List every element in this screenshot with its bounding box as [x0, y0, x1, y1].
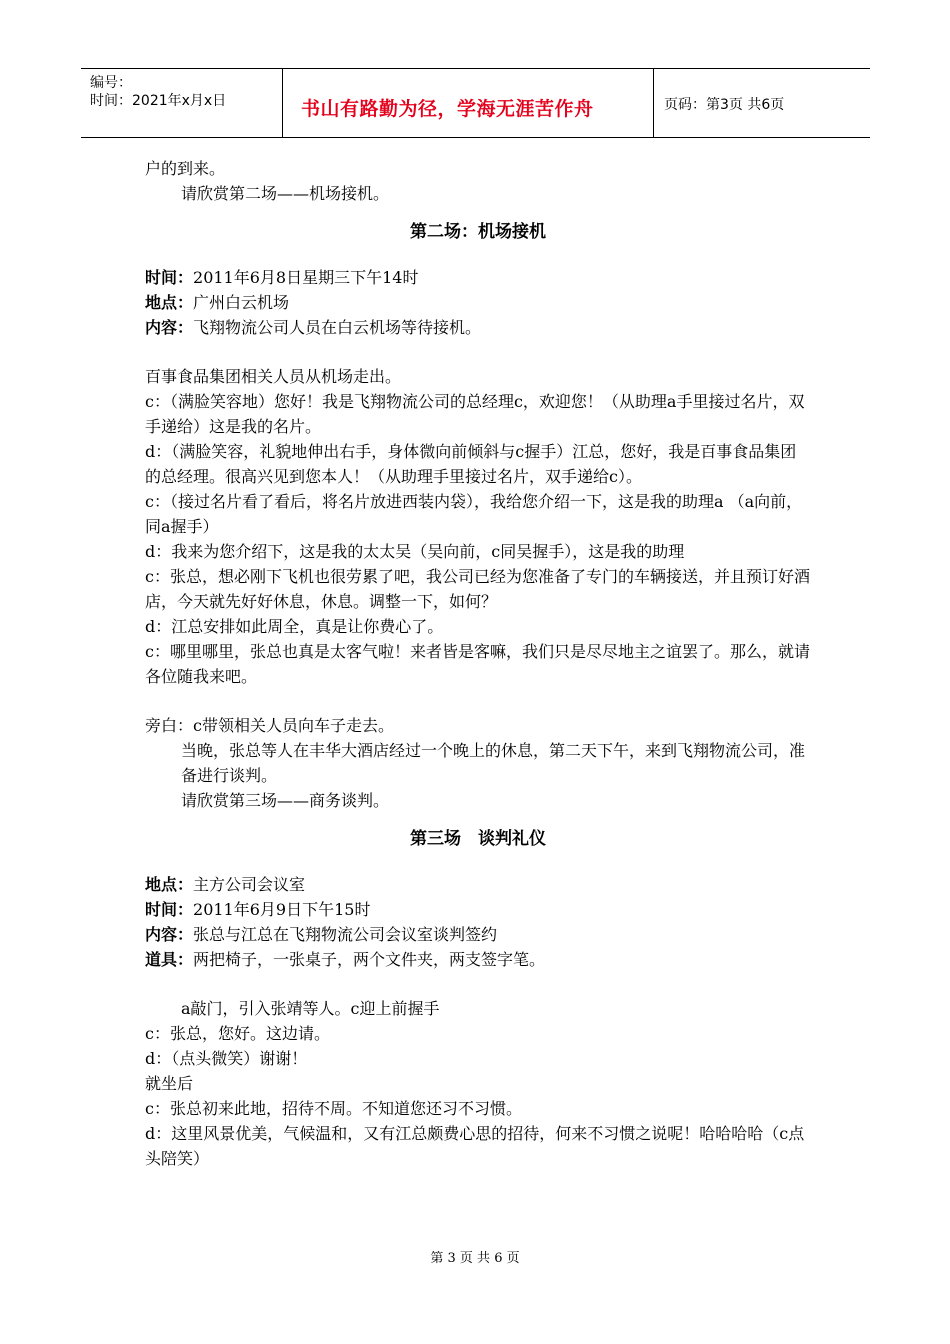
field-label: 时间：: [145, 268, 194, 287]
header-motto-cell: [283, 69, 654, 137]
header-date: 时间：2021年x月x日: [90, 93, 227, 109]
field-label: 时间：: [145, 900, 194, 919]
header-page-info: 页码：第3页 共6页: [664, 97, 785, 113]
field-value: 2011年6月9日下午15时: [193, 900, 371, 919]
field-label: 内容：: [145, 925, 194, 944]
dialogue-line: a敲门，引入张靖等人。c迎上前握手: [181, 999, 440, 1018]
paragraph: 请欣赏第二场——机场接机。: [181, 184, 390, 203]
dialogue-line: d：我来为您介绍下，这是我的太太吴（吴向前，c同吴握手），这是我的助理: [145, 542, 685, 561]
spacer: [145, 972, 811, 996]
scene2-time: [145, 265, 811, 290]
field-label: 道具：: [145, 950, 194, 969]
dialogue-line: c：（接过名片看了看后，将名片放进西装内袋），我给您介绍一下，这是我的助理a （a向前，同a握手）: [145, 492, 803, 536]
page-footer: 第 3 页 共 6 页: [430, 1251, 520, 1266]
dialogue-line: 就坐后: [145, 1074, 194, 1093]
field-value: 张总与江总在飞翔物流公司会议室谈判签约: [193, 925, 498, 944]
dialogue-line: d：（满脸笑容，礼貌地伸出右手，身体微向前倾斜与c握手）江总，您好，我是百事食品集团的总经理。很高兴见到您本人！（从助理手里接过名片，双手递给c）。: [145, 442, 797, 486]
field-value: 主方公司会议室: [193, 875, 306, 894]
scene3-props: [145, 947, 811, 972]
spacer: [145, 689, 811, 713]
field-label: 内容：: [145, 318, 194, 337]
dialogue-line: d：江总安排如此周全，真是让你费心了。: [145, 617, 444, 636]
dialogue-line: 百事食品集团相关人员从机场走出。: [145, 367, 402, 386]
field-label: 地点：: [145, 875, 194, 894]
field-value: 两把椅子，一张桌子，两个文件夹，两支签字笔。: [193, 950, 546, 969]
scene3-content: [145, 922, 811, 947]
dialogue-line: c：（满脸笑容地）您好！我是飞翔物流公司的总经理c，欢迎您！（从助理a手里接过名片，双手递给）这是我的名片。: [145, 392, 805, 436]
field-value: 2011年6月8日星期三下午14时: [193, 268, 419, 287]
dialogue-line: c：张总初来此地，招待不周。不知道您还习不习惯。: [145, 1099, 522, 1118]
field-value: 飞翔物流公司人员在白云机场等待接机。: [193, 318, 482, 337]
document-body: [145, 156, 811, 1171]
dialogue-line: c：张总，想必刚下飞机也很劳累了吧，我公司已经为您准备了专门的车辆接送，并且预订好酒店，今天就先好好休息，休息。调整一下，如何？: [145, 567, 810, 611]
field-label: 地点：: [145, 293, 194, 312]
spacer: [145, 340, 811, 364]
narration: 请欣赏第三场——商务谈判。: [181, 791, 390, 810]
field-value: 广州白云机场: [193, 293, 290, 312]
header-page-cell: [654, 69, 870, 137]
scene3-time: [145, 897, 811, 922]
dialogue-line: c：哪里哪里，张总也真是太客气啦！来者皆是客嘛，我们只是尽尽地主之谊罢了。那么，就请各位随我来吧。: [145, 642, 810, 686]
paragraph: 户的到来。: [145, 159, 226, 178]
dialogue-line: c：张总，您好。这边请。: [145, 1024, 330, 1043]
narration: 旁白：c带领相关人员向车子走去。: [145, 716, 394, 735]
narration: 当晚，张总等人在丰华大酒店经过一个晚上的休息，第二天下午，来到飞翔物流公司，准备进行谈判。: [181, 741, 806, 785]
header-meta: [81, 69, 283, 137]
scene3-place: [145, 872, 811, 897]
header-motto: 书山有路勤为径，学海无涯苦作舟: [301, 98, 594, 120]
scene2-heading: 第二场：机场接机: [410, 222, 546, 242]
dialogue-line: d：这里风景优美，气候温和，又有江总颇费心思的招待，何来不习惯之说呢！哈哈哈哈（c点头陪笑）: [145, 1124, 805, 1168]
scene2-place: [145, 290, 811, 315]
scene2-content: [145, 315, 811, 340]
scene3-heading: 第三场 谈判礼仪: [410, 829, 546, 849]
page-header: [81, 68, 870, 138]
header-number-label: 编号：: [90, 75, 132, 91]
dialogue-line: d：（点头微笑）谢谢！: [145, 1049, 308, 1068]
